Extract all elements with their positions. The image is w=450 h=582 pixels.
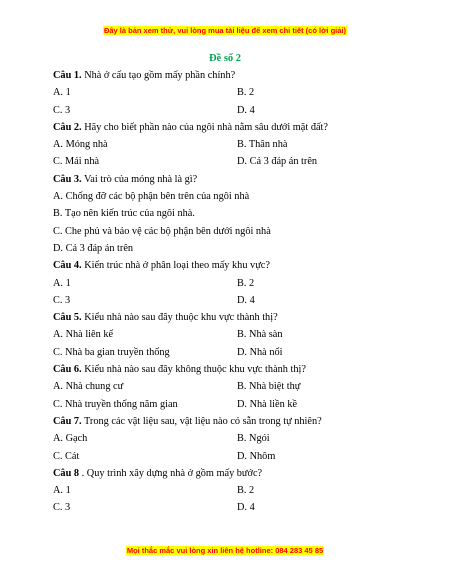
answer-option: C. Nhà truyền thống năm gian bbox=[53, 398, 178, 410]
answer-option: D. 4 bbox=[237, 104, 255, 116]
answer-option: B. Nhà biệt thự bbox=[237, 381, 301, 393]
answer-option: D. 4 bbox=[237, 294, 255, 306]
answer-option: C. Nhà ba gian truyền thống bbox=[53, 346, 170, 358]
question-8 bbox=[53, 465, 413, 482]
question-text: Kiến trúc nhà ở phân loại theo mấy khu vực? bbox=[84, 260, 270, 272]
answer-option: D. Nhà nổi bbox=[237, 346, 283, 358]
question-text: Nhà ở cấu tạo gồm mấy phần chính? bbox=[84, 70, 236, 81]
option-row bbox=[53, 102, 413, 119]
answer-option: B. 2 bbox=[237, 485, 255, 497]
answer-option: A. Nhà chung cư bbox=[53, 381, 124, 393]
option-row bbox=[53, 136, 413, 153]
answer-option: D. Nhà liền kề bbox=[237, 398, 298, 410]
preview-notice-text: Đây là bản xem thử, vui lòng mua tài liệu để xem chi tiết (có lời giải) bbox=[103, 26, 347, 35]
preview-notice bbox=[0, 26, 450, 35]
option-row bbox=[53, 344, 413, 361]
answer-option: C. 3 bbox=[53, 104, 71, 116]
option-row bbox=[53, 378, 413, 395]
question-text: Kiểu nhà nào sau đây không thuộc khu vực thành thị? bbox=[84, 364, 306, 376]
option-row bbox=[53, 499, 413, 516]
question-text: . Quy trình xây dựng nhà ở gồm mấy bước? bbox=[81, 467, 263, 479]
answer-option: D. Nhôm bbox=[237, 450, 276, 462]
question-number: Câu 4. bbox=[53, 260, 82, 272]
answer-option: A. Nhà liên kế bbox=[53, 329, 114, 341]
answer-option: B. Thân nhà bbox=[237, 139, 288, 151]
hotline-notice-text: Mọi thắc mắc vui lòng xin liên hệ hotline: 084 283 45 85 bbox=[126, 546, 324, 555]
answer-option: B. Ngói bbox=[237, 433, 270, 445]
exam-title: Đề số 2 bbox=[208, 53, 242, 64]
question-3 bbox=[53, 171, 413, 188]
answer-option: D. 4 bbox=[237, 502, 255, 514]
answer-option: A. 1 bbox=[53, 87, 71, 99]
answer-option: A. Chống đỡ các bộ phận bên trên của ngôi nhà bbox=[53, 191, 250, 203]
hotline-notice bbox=[0, 546, 450, 555]
question-text: Hãy cho biết phần nào của ngôi nhà nằm sâu dưới mặt đất? bbox=[84, 121, 328, 133]
question-1 bbox=[53, 67, 413, 84]
option-row bbox=[53, 396, 413, 413]
answer-option: A. Gạch bbox=[53, 433, 88, 445]
answer-option: D. Cả 3 đáp án trên bbox=[237, 156, 318, 168]
option-row bbox=[53, 153, 413, 170]
answer-option: B. Tạo nên kiến trúc của ngôi nhà. bbox=[53, 208, 195, 220]
option-row bbox=[53, 430, 413, 447]
answer-option: A. Móng nhà bbox=[53, 139, 108, 151]
option-row bbox=[53, 292, 413, 309]
option-row bbox=[53, 84, 413, 101]
question-text: Vai trò của móng nhà là gì? bbox=[84, 173, 198, 185]
question-4 bbox=[53, 257, 413, 274]
answer-option: C. Cát bbox=[53, 450, 80, 462]
answer-option: C. Mái nhà bbox=[53, 156, 100, 168]
question-number: Câu 3. bbox=[53, 173, 82, 185]
question-5 bbox=[53, 309, 413, 326]
question-number: Câu 8 bbox=[53, 467, 80, 479]
question-number: Câu 2. bbox=[53, 121, 82, 133]
question-number: Câu 7. bbox=[53, 415, 82, 427]
answer-option: B. Nhà sàn bbox=[237, 329, 283, 341]
question-number: Câu 1. bbox=[53, 70, 82, 81]
answer-option: B. 2 bbox=[237, 87, 255, 99]
question-text: Kiểu nhà nào sau đây thuộc khu vực thành thị? bbox=[84, 312, 278, 324]
answer-option: B. 2 bbox=[237, 277, 255, 289]
option-row bbox=[53, 482, 413, 499]
answer-option: A. 1 bbox=[53, 485, 71, 497]
question-number: Câu 6. bbox=[53, 364, 82, 376]
option-row bbox=[53, 448, 413, 465]
question-list bbox=[53, 67, 413, 517]
question-7 bbox=[53, 413, 413, 430]
answer-option: C. Che phủ và bảo vệ các bộ phận bên dưới ngôi nhà bbox=[53, 225, 271, 237]
option-row bbox=[53, 326, 413, 343]
question-2 bbox=[53, 119, 413, 136]
answer-option: C. 3 bbox=[53, 502, 71, 514]
answer-option: A. 1 bbox=[53, 277, 71, 289]
question-number: Câu 5. bbox=[53, 312, 82, 324]
question-text: Trong các vật liệu sau, vật liệu nào có sẵn trong tự nhiên? bbox=[84, 415, 322, 427]
answer-option: D. Cả 3 đáp án trên bbox=[53, 242, 134, 254]
option-row bbox=[53, 275, 413, 292]
answer-option: C. 3 bbox=[53, 294, 71, 306]
question-6 bbox=[53, 361, 413, 378]
